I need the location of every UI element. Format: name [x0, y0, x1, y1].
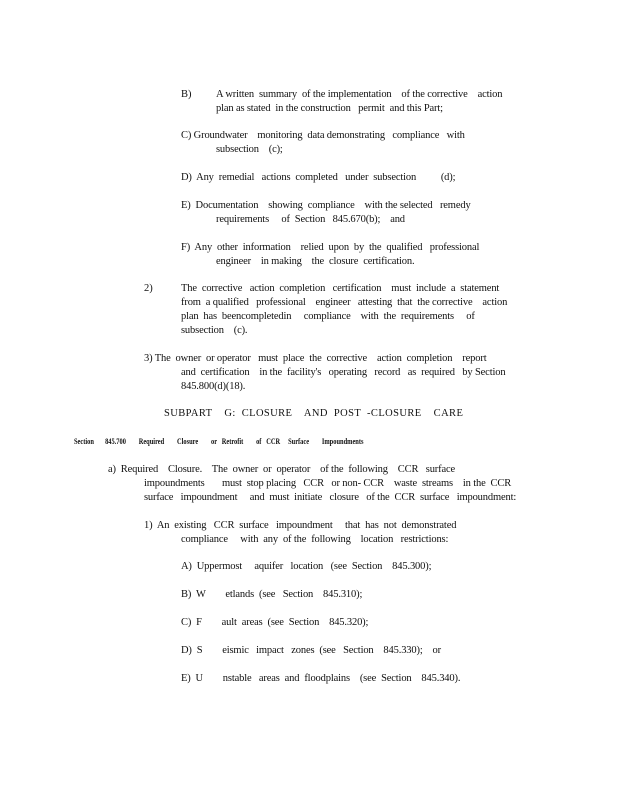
item-f-line1: F) Any other information relied upon by the qualified professional: [181, 242, 480, 253]
restriction-e: E) U nstable areas and floodplains (see Section 845.340).: [181, 673, 461, 684]
item-1-line1: 1) An existing CCR surface impoundment that has not demonstrated: [144, 520, 457, 531]
para-2-line3: plan has beencompletedin compliance with the requirements of: [181, 311, 475, 322]
para-a-line2: impoundments must stop placing CCR or non- CCR waste streams in the CCR: [144, 478, 512, 489]
para-2-line2: from a qualified professional engineer attesting that the corrective action: [181, 297, 508, 308]
para-a-line1: a) Required Closure. The owner or operator of the following CCR surface: [108, 464, 456, 475]
para-3-line1: 3) The owner or operator must place the corrective action completion report: [144, 353, 487, 364]
item-c-line2: subsection (c);: [216, 144, 283, 155]
para-2-line1: The corrective action completion certification must include a statement: [181, 283, 500, 294]
item-e-line1: E) Documentation showing compliance with the selected remedy: [181, 200, 471, 211]
para-a-line3: surface impoundment and must initiate closure of the CCR surface impoundment:: [144, 492, 517, 503]
para-3-line3: 845.800(d)(18).: [181, 381, 246, 392]
item-e-line2: requirements of Section 845.670(b); and: [216, 214, 405, 225]
restriction-d: D) S eismic impact zones (see Section 845.330); or: [181, 645, 441, 656]
item-f-line2: engineer in making the closure certification.: [216, 256, 415, 267]
item-b-text-line1: A written summary of the implementation of the corrective action: [216, 89, 503, 100]
item-b-text-line2: plan as stated in the construction permit and this Part;: [216, 103, 443, 114]
para-2-label: 2): [144, 283, 153, 294]
item-b-label: B): [181, 89, 192, 100]
item-1-line2: compliance with any of the following location restrictions:: [181, 534, 449, 545]
item-d-line1: D) Any remedial actions completed under subsection (d);: [181, 172, 456, 183]
subpart-heading: SUBPART G: CLOSURE AND POST -CLOSURE CARE: [164, 408, 464, 419]
restriction-c: C) F ault areas (see Section 845.320);: [181, 617, 369, 628]
restriction-b: B) W etlands (see Section 845.310);: [181, 589, 363, 600]
section-heading: Section 845.700 Required Closure or Retrofit of CCR Surface Impoundments: [74, 437, 364, 446]
para-2-line4: subsection (c).: [181, 325, 248, 336]
para-3-line2: and certification in the facility's operating record as required by Section: [181, 367, 506, 378]
restriction-a: A) Uppermost aquifer location (see Section 845.300);: [181, 561, 432, 572]
item-c-line1: C) Groundwater monitoring data demonstrating compliance with: [181, 130, 465, 141]
